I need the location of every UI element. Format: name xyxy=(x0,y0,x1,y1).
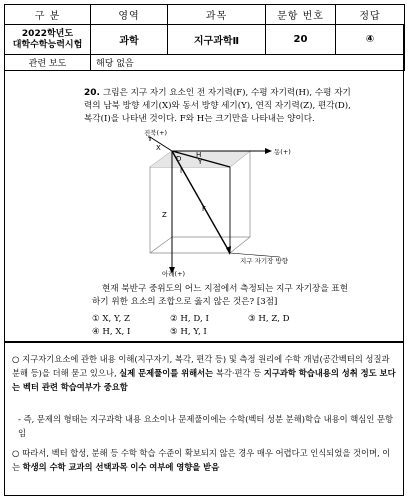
commentary-paragraph-2: - 즉, 문제의 형태는 지구과학 내용 요소이나 문제풀이에는 수학(벡터 성분 분해)학습 내용이 핵심인 문항임 xyxy=(18,414,394,438)
related-report-value: 해당 없음 xyxy=(91,55,405,71)
choice-1: ① X, Y, Z xyxy=(92,314,131,324)
d-label: D xyxy=(176,155,182,163)
east-label: 동(+) xyxy=(274,148,291,156)
x-label: X xyxy=(156,144,161,152)
answer-choices xyxy=(92,313,382,339)
label-subject: 과목 xyxy=(168,5,266,25)
question-no-value: 20 xyxy=(266,25,336,55)
north-label: 진북(+) xyxy=(144,129,168,137)
geomagnetic-figure xyxy=(120,129,350,278)
question-number: 20. xyxy=(84,88,100,98)
h-label: H xyxy=(196,151,202,159)
commentary-p3-text: 따라서, 벡터 합성, 분해 등 수학 학습 수준이 확보되지 않은 경우 매우 어렵다고 인식되었을 것이며, 이는 xyxy=(12,448,391,472)
commentary-p1-emphasis: 실제 문제풀이를 위해서는 xyxy=(119,368,214,378)
commentary-p1-emphasis-2: 지구과학 학습내용의 성취 정도 보다는 벡터 관련 학습여부가 중요함 xyxy=(12,368,396,392)
header-table xyxy=(4,4,405,71)
commentary-paragraph-3 xyxy=(12,446,396,474)
subject-value: 지구과학Ⅱ xyxy=(168,25,266,55)
choice-5: ⑤ H, Y, I xyxy=(170,327,207,337)
commentary-p1-text-2: 복각·편각 등 xyxy=(213,368,264,378)
commentary-p3-emphasis: 학생의 수학 교과의 선택과목 이수 여부에 영향을 받음 xyxy=(22,462,220,472)
label-answer: 정답 xyxy=(336,5,405,25)
question-body: 그림은 지구 자기 요소인 전 자기력(F), 수평 자기력(H), 수평 자기력의 남북 방향 세기(X)와 동서 방향 세기(Y), 연직 자기력(Z), 편각(D), 복각(I)을 나타낸 것이다. F와 H는 크기만을 나타내는 양이다. xyxy=(84,88,351,124)
area-value: 과학 xyxy=(91,25,168,55)
question-stem: 현재 북반구 중위도의 어느 지점에서 측정되는 지구 자기장을 표현하기 위한 요소의 조합으로 옳지 않은 것은? [3점] xyxy=(92,284,348,307)
exam-year-line1: 2022학년도 xyxy=(21,28,74,39)
box-front-face xyxy=(150,167,230,253)
bullet-icon: ○ xyxy=(12,354,20,364)
exam-year-line2: 대학수학능력시험 xyxy=(12,39,83,50)
choice-4: ④ H, X, I xyxy=(92,327,131,337)
answer-value: ④ xyxy=(336,25,405,55)
exam-year xyxy=(5,25,91,55)
choice-2: ② H, D, I xyxy=(170,314,209,324)
question-text xyxy=(84,87,354,126)
choice-3: ③ H, Z, D xyxy=(248,314,290,324)
north-arrowhead xyxy=(148,137,150,141)
down-label: 아래(+) xyxy=(162,270,186,278)
north-axis xyxy=(150,137,172,151)
commentary-p1-text: 지구자기요소에 관한 내용 이해(지구자기, 복각, 편각 등) 및 측정 원리에 수학 개념(공간벡터의 성질과 분해 등)을 더해 묻고 있으나, xyxy=(12,354,390,378)
bullet-icon: ○ xyxy=(12,448,20,458)
east-arrowhead xyxy=(265,148,272,154)
field-direction-label: 지구 자기장 방향 xyxy=(240,257,289,265)
commentary-paragraph-1 xyxy=(12,352,396,394)
label-question-no: 문항 번호 xyxy=(266,5,336,25)
y-label: Y xyxy=(198,158,203,166)
f-label: F xyxy=(202,205,207,213)
i-label: I xyxy=(180,167,183,175)
related-report-label: 관련 보도 xyxy=(5,55,91,71)
label-area: 영역 xyxy=(91,5,168,25)
z-label: Z xyxy=(162,211,167,219)
label-category: 구 분 xyxy=(5,5,91,25)
